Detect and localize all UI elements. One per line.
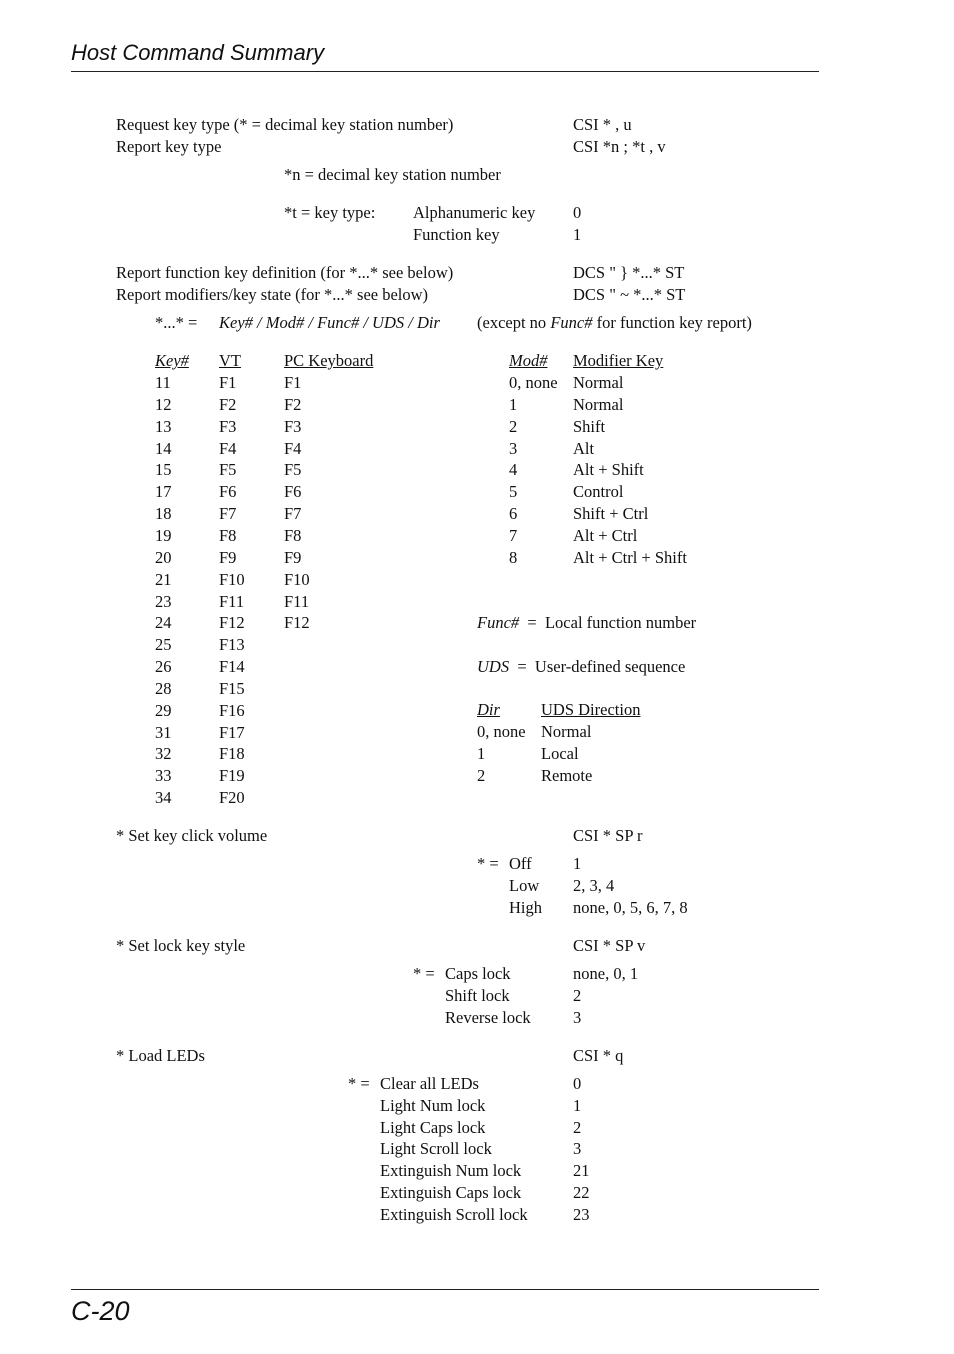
click-volume-option-value: 2, 3, 4	[573, 876, 615, 895]
vt-key-cell: F15	[219, 678, 245, 698]
uds-eq: =	[517, 657, 527, 676]
pc-key-cell: F3	[284, 416, 302, 436]
key-number-cell: 12	[155, 394, 172, 414]
pc-key-cell: F1	[284, 373, 302, 392]
report-modifiers-code: DCS " ~ *...* ST	[573, 285, 686, 304]
key-number-cell: 31	[155, 722, 172, 742]
uds-direction-cell: Local	[541, 743, 579, 763]
format-fields: Key# / Mod# / Func# / UDS / Dir	[219, 313, 440, 332]
dir-number-cell: 2	[477, 765, 486, 785]
load-leds-label: * Load LEDs	[116, 1046, 205, 1065]
key-type-value: 1	[573, 225, 582, 244]
pc-key-cell: F2	[284, 394, 302, 414]
led-option-value: 21	[573, 1161, 590, 1181]
uds-desc: User-defined sequence	[534, 657, 686, 676]
lock-style-option-value: 2	[573, 986, 582, 1005]
vt-key-cell: F7	[219, 504, 237, 524]
key-number-cell: 11	[155, 373, 171, 392]
report-key-type-code: CSI *n ; *t , v	[573, 137, 666, 156]
led-option-name: Light Num lock	[380, 1095, 486, 1115]
click-volume-option-value: none, 0, 5, 6, 7, 8	[573, 898, 688, 917]
dir-number-cell: 1	[477, 743, 486, 763]
lock-style-option-name: Shift lock	[445, 986, 510, 1005]
key-number-cell: 23	[155, 591, 172, 611]
modifier-key-cell: Alt	[573, 438, 595, 458]
modifier-key-cell: Shift	[573, 416, 606, 436]
pc-key-cell: F7	[284, 504, 302, 524]
key-number-cell: 24	[155, 613, 172, 633]
led-option-name: Extinguish Num lock	[380, 1161, 522, 1181]
mod-number-cell: 3	[509, 438, 518, 458]
key-number-cell: 33	[155, 766, 172, 786]
modifier-key-cell: Normal	[573, 373, 624, 392]
footer-rule	[71, 1289, 819, 1290]
led-option-value: 3	[573, 1139, 582, 1159]
report-modifiers-label: Report modifiers/key state (for *...* see below)	[116, 285, 429, 304]
click-volume-option-value: 1	[573, 854, 582, 873]
uds-direction-cell: Normal	[541, 722, 592, 741]
format-note-func: Func#	[550, 313, 593, 332]
mod-number-cell: 8	[509, 547, 518, 567]
modifier-key-cell: Alt + Shift	[573, 460, 644, 480]
vt-key-cell: F4	[219, 438, 237, 458]
mod-table-header-mod: Mod#	[509, 351, 548, 370]
lock-style-option-name: Caps lock	[445, 964, 511, 983]
vt-key-cell: F5	[219, 460, 237, 480]
uds-term: UDS	[477, 657, 510, 676]
key-number-cell: 14	[155, 438, 172, 458]
key-number-cell: 26	[155, 657, 172, 677]
mod-number-cell: 5	[509, 482, 518, 502]
uds-direction-cell: Remote	[541, 765, 593, 785]
report-key-type-label: Report key type	[116, 137, 222, 156]
func-term: Func#	[477, 613, 520, 632]
vt-key-cell: F10	[219, 569, 245, 589]
key-number-cell: 34	[155, 788, 172, 808]
dir-table-header-direction: UDS Direction	[541, 700, 641, 719]
lock-style-option-value: 3	[573, 1008, 582, 1027]
led-option-value: 22	[573, 1183, 590, 1202]
pc-key-cell: F10	[284, 569, 310, 589]
led-option-value: 1	[573, 1095, 582, 1115]
func-definition	[477, 613, 696, 633]
led-option-name: Extinguish Scroll lock	[380, 1204, 528, 1224]
pc-key-cell: F12	[284, 613, 310, 633]
format-prefix: *...* =	[155, 313, 198, 332]
pc-key-cell: F6	[284, 482, 302, 502]
format-note	[477, 313, 752, 333]
vt-key-cell: F11	[219, 591, 245, 611]
modifier-key-cell: Control	[573, 482, 624, 502]
format-note-b: for function key report)	[592, 313, 752, 332]
key-type-value: 0	[573, 203, 582, 222]
key-table-header-pc: PC Keyboard	[284, 351, 374, 370]
led-option-name: Clear all LEDs	[380, 1074, 479, 1093]
key-number-cell: 29	[155, 700, 172, 720]
key-type-name: Function key	[413, 225, 500, 244]
click-volume-prefix: * =	[477, 854, 499, 873]
request-key-type-label: Request key type (* = decimal key station number)	[116, 115, 454, 134]
dir-number-cell: 0, none	[477, 722, 526, 741]
mod-number-cell: 2	[509, 416, 518, 436]
vt-key-cell: F12	[219, 613, 245, 633]
click-volume-label: * Set key click volume	[116, 826, 268, 845]
page-number: C-20	[71, 1296, 130, 1326]
lock-style-label: * Set lock key style	[116, 936, 246, 955]
mod-number-cell: 1	[509, 394, 518, 414]
key-number-cell: 19	[155, 525, 172, 545]
key-number-cell: 25	[155, 635, 172, 655]
vt-key-cell: F6	[219, 482, 237, 502]
led-option-name: Extinguish Caps lock	[380, 1183, 522, 1202]
t-param-desc: *t = key type:	[284, 203, 376, 222]
key-number-cell: 20	[155, 547, 172, 567]
pc-key-cell: F9	[284, 547, 302, 567]
pc-key-cell: F4	[284, 438, 302, 458]
uds-definition	[477, 657, 685, 677]
header-rule	[71, 71, 819, 72]
key-number-cell: 17	[155, 482, 172, 502]
led-option-value: 2	[573, 1117, 582, 1137]
modifier-key-cell: Alt + Ctrl	[573, 525, 638, 545]
vt-key-cell: F2	[219, 394, 237, 414]
key-type-name: Alphanumeric key	[413, 203, 536, 222]
mod-number-cell: 6	[509, 504, 518, 524]
key-number-cell: 21	[155, 569, 172, 589]
mod-number-cell: 4	[509, 460, 518, 480]
vt-key-cell: F9	[219, 547, 237, 567]
mod-table-header-modifier: Modifier Key	[573, 351, 664, 370]
modifier-key-cell: Alt + Ctrl + Shift	[573, 547, 687, 567]
vt-key-cell: F1	[219, 373, 237, 392]
page-header-title: Host Command Summary	[71, 40, 325, 65]
mod-number-cell: 0, none	[509, 373, 558, 392]
lock-style-prefix: * =	[413, 964, 435, 983]
lock-style-code: CSI * SP v	[573, 936, 646, 955]
pc-key-cell: F11	[284, 591, 310, 611]
report-function-key-code: DCS " } *...* ST	[573, 263, 685, 282]
led-option-name: Light Scroll lock	[380, 1139, 492, 1159]
pc-key-cell: F8	[284, 525, 302, 545]
load-leds-code: CSI * q	[573, 1046, 624, 1065]
vt-key-cell: F16	[219, 700, 245, 720]
pc-key-cell: F5	[284, 460, 302, 480]
vt-key-cell: F19	[219, 766, 245, 786]
report-function-key-label: Report function key definition (for *...* see below)	[116, 263, 454, 282]
vt-key-cell: F14	[219, 657, 245, 677]
vt-key-cell: F13	[219, 635, 245, 655]
click-volume-option-name: Off	[509, 854, 532, 873]
key-table-header-key: Key#	[155, 351, 189, 370]
func-desc: Local function number	[544, 613, 697, 632]
lock-style-option-value: none, 0, 1	[573, 964, 639, 983]
led-option-name: Light Caps lock	[380, 1117, 486, 1137]
click-volume-option-name: Low	[509, 876, 540, 895]
click-volume-code: CSI * SP r	[573, 826, 643, 845]
vt-key-cell: F20	[219, 788, 245, 808]
vt-key-cell: F8	[219, 525, 237, 545]
vt-key-cell: F3	[219, 416, 237, 436]
vt-key-cell: F17	[219, 722, 245, 742]
lock-style-option-name: Reverse lock	[445, 1008, 531, 1027]
key-table-header-vt: VT	[219, 351, 241, 370]
mod-number-cell: 7	[509, 525, 518, 545]
led-option-value: 23	[573, 1204, 590, 1224]
click-volume-option-name: High	[509, 898, 542, 917]
load-leds-prefix: * =	[348, 1074, 370, 1093]
modifier-key-cell: Normal	[573, 394, 624, 414]
key-number-cell: 18	[155, 504, 172, 524]
format-note-a: (except no	[477, 313, 551, 332]
key-number-cell: 15	[155, 460, 172, 480]
modifier-key-cell: Shift + Ctrl	[573, 504, 649, 524]
led-option-value: 0	[573, 1074, 582, 1093]
request-key-type-code: CSI * , u	[573, 115, 632, 134]
dir-table-header-dir: Dir	[477, 700, 500, 719]
key-number-cell: 32	[155, 744, 172, 764]
key-number-cell: 13	[155, 416, 172, 436]
vt-key-cell: F18	[219, 744, 245, 764]
func-eq: =	[527, 613, 537, 632]
n-param-desc: *n = decimal key station number	[284, 165, 501, 184]
key-number-cell: 28	[155, 678, 172, 698]
